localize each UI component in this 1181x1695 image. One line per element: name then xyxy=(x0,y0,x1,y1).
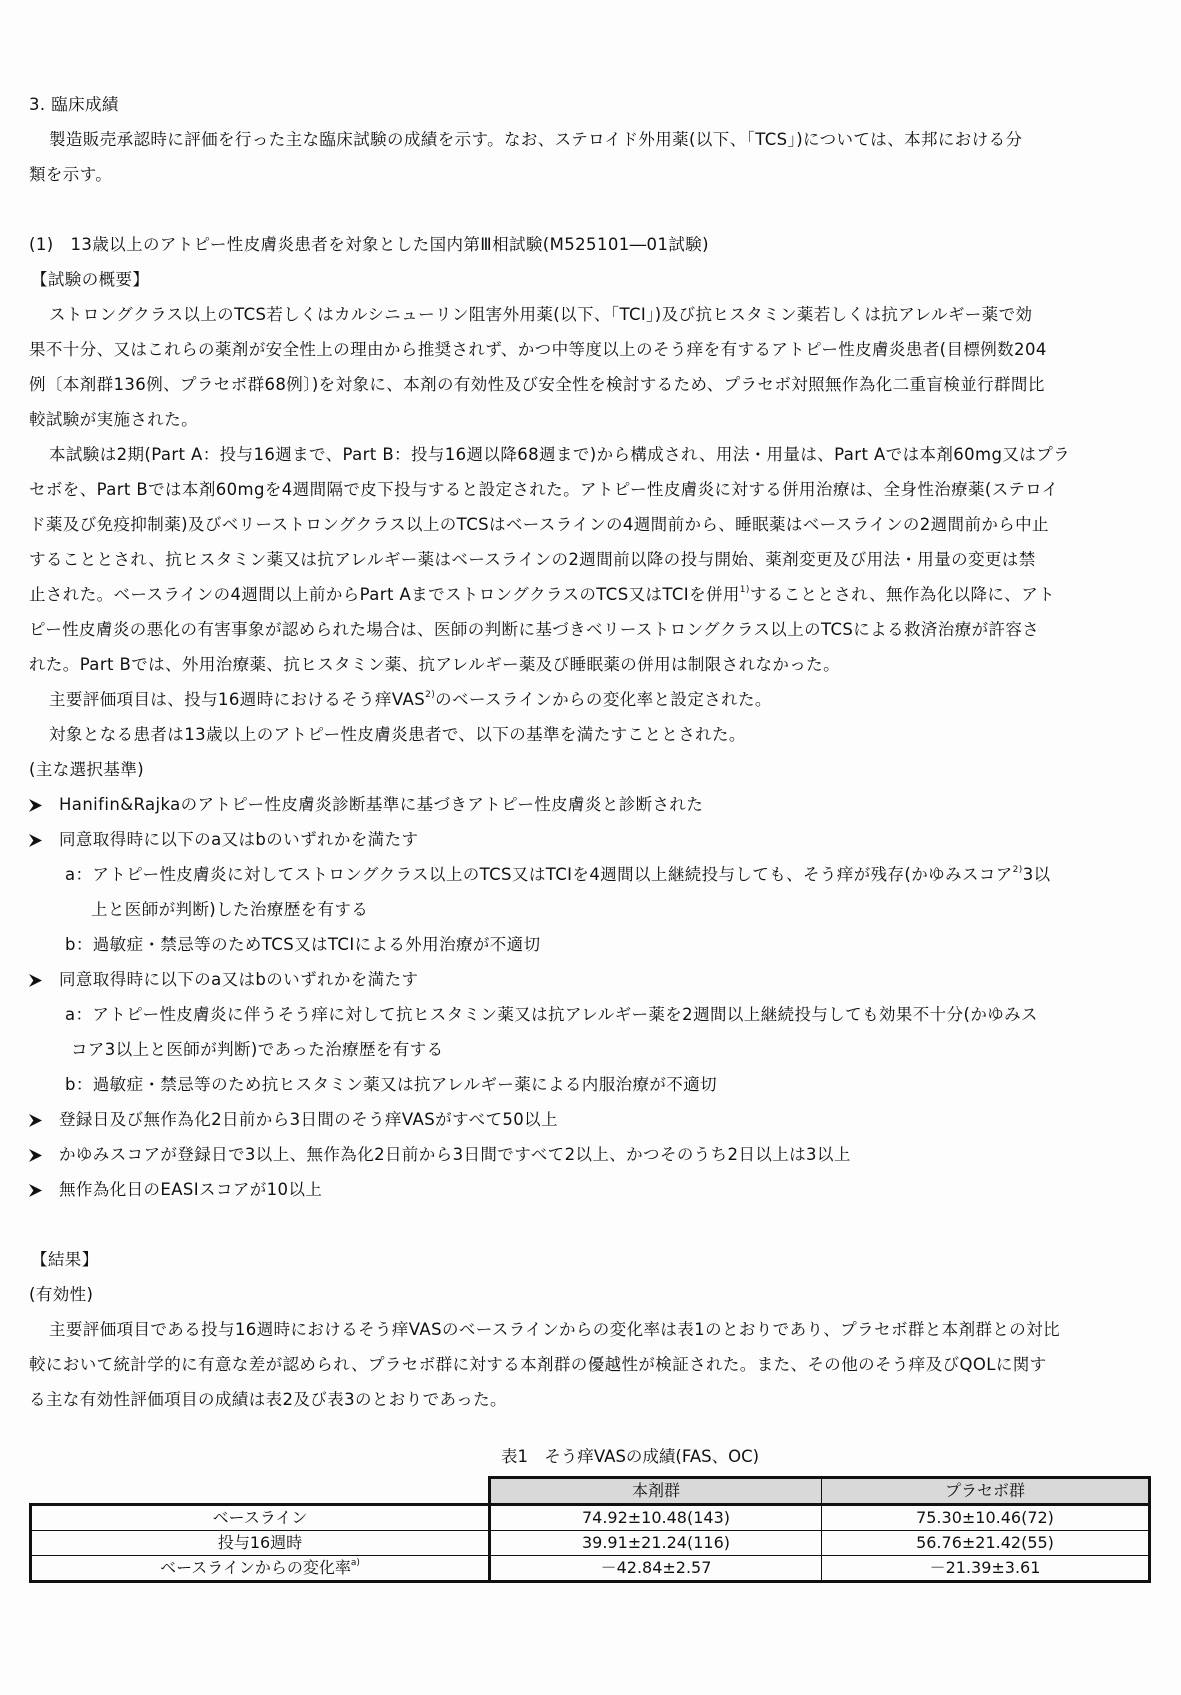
footnote-ref: 2) xyxy=(425,690,436,700)
row-label xyxy=(31,1531,490,1556)
arrow-bullet-icon xyxy=(29,1179,59,1201)
footnote-ref: a) xyxy=(350,1558,360,1568)
criteria-item xyxy=(29,1109,1151,1144)
text-line: ピー性皮膚炎の悪化の有害事象が認められた場合は、医師の判断に基づきベリーストロングクラス以上のTCSによる救済治療が許容さ xyxy=(29,620,1040,639)
arrow-bullet-icon xyxy=(29,1144,59,1166)
primary-endpoint xyxy=(29,689,1151,724)
text-line: 主要評価項目である投与16週時におけるそう痒VASのベースラインからの変化率は表1のとおりであり、プラセボ群と本剤群との対比 xyxy=(49,1320,1060,1339)
criteria-subitem-continued: コア3以上と医師が判断)であった治療歴を有する xyxy=(71,1040,444,1059)
spacer xyxy=(29,199,1151,234)
text-segment: のベースラインからの変化率と設定された。 xyxy=(435,690,772,709)
text-line: れた。Part Bでは、外用治療薬、抗ヒスタミン薬、抗アレルギー薬及び睡眠薬の併用は制限されなかった。 xyxy=(29,655,840,674)
document-page xyxy=(29,94,1151,1583)
drug-value: －42.84±2.57 xyxy=(490,1556,822,1582)
criteria-item xyxy=(29,969,1151,1004)
table-header-placebo: プラセボ群 xyxy=(822,1478,1150,1505)
overview-paragraph-2 xyxy=(29,444,1151,689)
trial-title: (1) 13歳以上のアトピー性皮膚炎患者を対象とした国内第Ⅲ相試験(M525101―01試験) xyxy=(29,235,709,254)
criteria-item xyxy=(29,1179,1151,1214)
target-patients: 対象となる患者は13歳以上のアトピー性皮膚炎患者で、以下の基準を満たすこととされた。 xyxy=(49,725,746,744)
criteria-heading: (主な選択基準) xyxy=(29,760,145,779)
row-label xyxy=(31,1505,490,1531)
row-label xyxy=(31,1556,490,1582)
text-line: 果不十分、又はこれらの薬剤が安全性上の理由から推奨されず、かつ中等度以上のそう痒を有するアトピー性皮膚炎患者(目標例数204 xyxy=(29,340,1047,359)
criteria-subitem: b：過敏症・禁忌等のため抗ヒスタミン薬又は抗アレルギー薬による内服治療が不適切 xyxy=(65,1075,718,1094)
arrow-bullet-icon xyxy=(29,829,59,851)
row-label-text: ベースライン xyxy=(212,1508,308,1527)
criteria-subitem: b：過敏症・禁忌等のためTCS又はTCIによる外用治療が不適切 xyxy=(65,935,541,954)
vas-results-table xyxy=(29,1476,1151,1583)
text-segment: 3以 xyxy=(1022,865,1051,884)
criteria-text: Hanifin&Rajkaのアトピー性皮膚炎診断基準に基づきアトピー性皮膚炎と診断された xyxy=(59,795,704,814)
table-header-row xyxy=(31,1478,1150,1505)
text-line: 本試験は2期(Part A：投与16週まで、Part B：投与16週以降68週まで)から構成され、用法・用量は、Part Aでは本剤60mg又はプラ xyxy=(49,445,1071,464)
criteria-text: 同意取得時に以下のa又はbのいずれかを満たす xyxy=(59,970,419,989)
placebo-value: －21.39±3.61 xyxy=(822,1556,1150,1582)
text-line: セボを、Part Bでは本剤60mgを4週間隔で皮下投与すると設定された。アトピー性皮膚炎に対する併用治療は、全身性治療薬(ステロイ xyxy=(29,480,1059,499)
criteria-subitem xyxy=(29,864,1151,899)
overview-paragraph-1 xyxy=(29,304,1151,444)
placebo-value: 75.30±10.46(72) xyxy=(822,1505,1150,1531)
row-label-text: 投与16週時 xyxy=(217,1533,303,1552)
drug-value: 39.91±21.24(116) xyxy=(490,1531,822,1556)
footnote-ref: 1) xyxy=(739,585,750,595)
table-row xyxy=(31,1531,1150,1556)
text-segment: 止された。ベースラインの4週間以上前からPart AまでストロングクラスのTCS又はTCIを併用 xyxy=(29,585,740,604)
table-row xyxy=(31,1505,1150,1531)
section-intro xyxy=(29,129,1151,199)
spacer xyxy=(29,1424,1151,1446)
criteria-item xyxy=(29,1144,1151,1179)
text-line: 例〔本剤群136例、プラセボ群68例〕)を対象に、本剤の有効性及び安全性を検討するため、プラセボ対照無作為化二重盲検並行群間比 xyxy=(29,375,1045,394)
text-line: 類を示す。 xyxy=(29,165,113,184)
arrow-bullet-icon xyxy=(29,969,59,991)
arrow-bullet-icon xyxy=(29,1109,59,1131)
criteria-list xyxy=(29,794,1151,1214)
table-header-drug: 本剤群 xyxy=(490,1478,822,1505)
row-label-text: ベースラインからの変化率 xyxy=(160,1558,351,1577)
text-line: る主な有効性評価項目の成績は表2及び表3のとおりであった。 xyxy=(29,1390,507,1409)
efficacy-heading: (有効性) xyxy=(29,1285,94,1304)
criteria-item xyxy=(29,829,1151,864)
text-line: することとされ、抗ヒスタミン薬又は抗アレルギー薬はベースラインの2週間前以降の投与開始、薬剤変更及び用法・用量の変更は禁 xyxy=(29,550,1036,569)
table-caption: 表1 そう痒VASの成績(FAS、OC) xyxy=(500,1447,760,1466)
placebo-value: 56.76±21.42(55) xyxy=(822,1531,1150,1556)
text-line: 較において統計学的に有意な差が認められ、プラセボ群に対する本剤群の優越性が検証された。また、その他のそう痒及びQOLに関す xyxy=(29,1355,1047,1374)
criteria-text: かゆみスコアが登録日で3以上、無作為化2日前から3日間ですべて2以上、かつそのうち2日以上は3以上 xyxy=(59,1145,851,1164)
criteria-subitem-continued: 上と医師が判断)した治療歴を有する xyxy=(91,900,369,919)
text-segment: 主要評価項目は、投与16週時におけるそう痒VAS xyxy=(49,690,426,709)
criteria-text: 同意取得時に以下のa又はbのいずれかを満たす xyxy=(59,830,419,849)
section-heading: 3. 臨床成績 xyxy=(29,95,119,114)
table-row xyxy=(31,1556,1150,1582)
table-header-blank xyxy=(31,1478,490,1505)
criteria-item xyxy=(29,794,1151,829)
text-line: ド薬及び免疫抑制薬)及びベリーストロングクラス以上のTCSはベースラインの4週間前から、睡眠薬はベースラインの2週間前から中止 xyxy=(29,515,1049,534)
drug-value: 74.92±10.48(143) xyxy=(490,1505,822,1531)
overview-heading: 【試験の概要】 xyxy=(31,270,150,289)
efficacy-paragraph xyxy=(29,1319,1151,1424)
criteria-text: 登録日及び無作為化2日前から3日間のそう痒VASがすべて50以上 xyxy=(59,1110,558,1129)
text-line xyxy=(29,584,1151,619)
spacer xyxy=(29,1214,1151,1249)
text-line: 較試験が実施された。 xyxy=(29,410,198,429)
results-heading: 【結果】 xyxy=(31,1250,99,1269)
text-line: ストロングクラス以上のTCS若しくはカルシニューリン阻害外用薬(以下、「TCI」)及び抗ヒスタミン薬若しくは抗アレルギー薬で効 xyxy=(49,305,1033,324)
arrow-bullet-icon xyxy=(29,794,59,816)
text-segment: することとされ、無作為化以降に、アト xyxy=(749,585,1056,604)
text-line: 製造販売承認時に評価を行った主な臨床試験の成績を示す。なお、ステロイド外用薬(以下、「TCS」)については、本邦における分 xyxy=(49,130,1023,149)
footnote-ref: 2) xyxy=(1012,865,1023,875)
criteria-subitem: a：アトピー性皮膚炎に伴うそう痒に対して抗ヒスタミン薬又は抗アレルギー薬を2週間以上継続投与しても効果不十分(かゆみス xyxy=(65,1005,1038,1024)
criteria-text: 無作為化日のEASIスコアが10以上 xyxy=(59,1180,323,1199)
text-segment: a：アトピー性皮膚炎に対してストロングクラス以上のTCS又はTCIを4週間以上継続投与しても、そう痒が残存(かゆみスコア xyxy=(65,865,1013,884)
